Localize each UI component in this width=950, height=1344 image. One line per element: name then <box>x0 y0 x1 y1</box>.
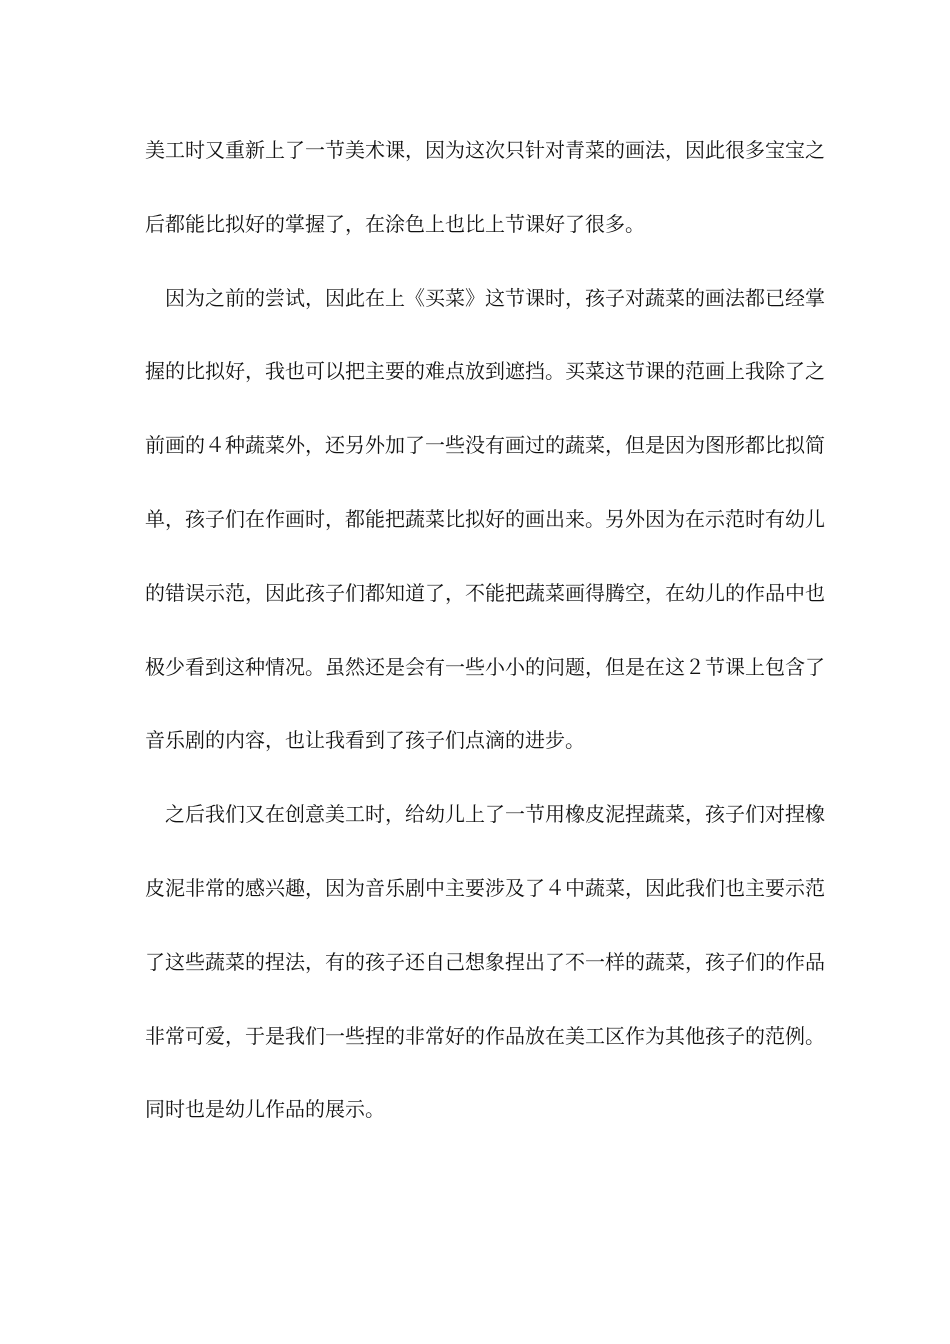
text-line: 后都能比拟好的掌握了，在涂色上也比上节课好了很多。 <box>145 211 645 236</box>
text-line: 美工时又重新上了一节美术课，因为这次只针对青菜的画法，因此很多宝宝之 <box>145 138 825 162</box>
text-line: 前画的４种蔬菜外，还另外加了一些没有画过的蔬菜，但是因为图形都比拟简 <box>145 433 825 458</box>
text-line: 因为之前的尝试，因此在上《买菜》这节课时，孩子对蔬菜的画法都已经掌 <box>165 285 825 310</box>
text-line: 了这些蔬菜的捏法，有的孩子还自己想象捏出了不一样的蔬菜，孩子们的作品 <box>145 949 825 974</box>
text-line: 音乐剧的内容，也让我看到了孩子们点滴的进步。 <box>145 728 585 753</box>
text-line: 同时也是幼儿作品的展示。 <box>145 1097 385 1122</box>
text-line: 的错误示范，因此孩子们都知道了，不能把蔬菜画得腾空，在幼儿的作品中也 <box>145 580 825 605</box>
text-line: 皮泥非常的感兴趣，因为音乐剧中主要涉及了４中蔬菜，因此我们也主要示范 <box>145 875 825 900</box>
body-text <box>145 128 825 1161</box>
text-line: 单，孩子们在作画时，都能把蔬菜比拟好的画出来。另外因为在示范时有幼儿 <box>145 506 825 531</box>
text-line: 极少看到这种情况。虽然还是会有一些小小的问题，但是在这２节课上包含了 <box>145 654 825 679</box>
text-line: 非常可爱，于是我们一些捏的非常好的作品放在美工区作为其他孩子的范例。 <box>145 1023 825 1048</box>
text-line: 之后我们又在创意美工时，给幼儿上了一节用橡皮泥捏蔬菜，孩子们对捏橡 <box>165 802 825 827</box>
text-line: 握的比拟好，我也可以把主要的难点放到遮挡。买菜这节课的范画上我除了之 <box>145 359 825 384</box>
